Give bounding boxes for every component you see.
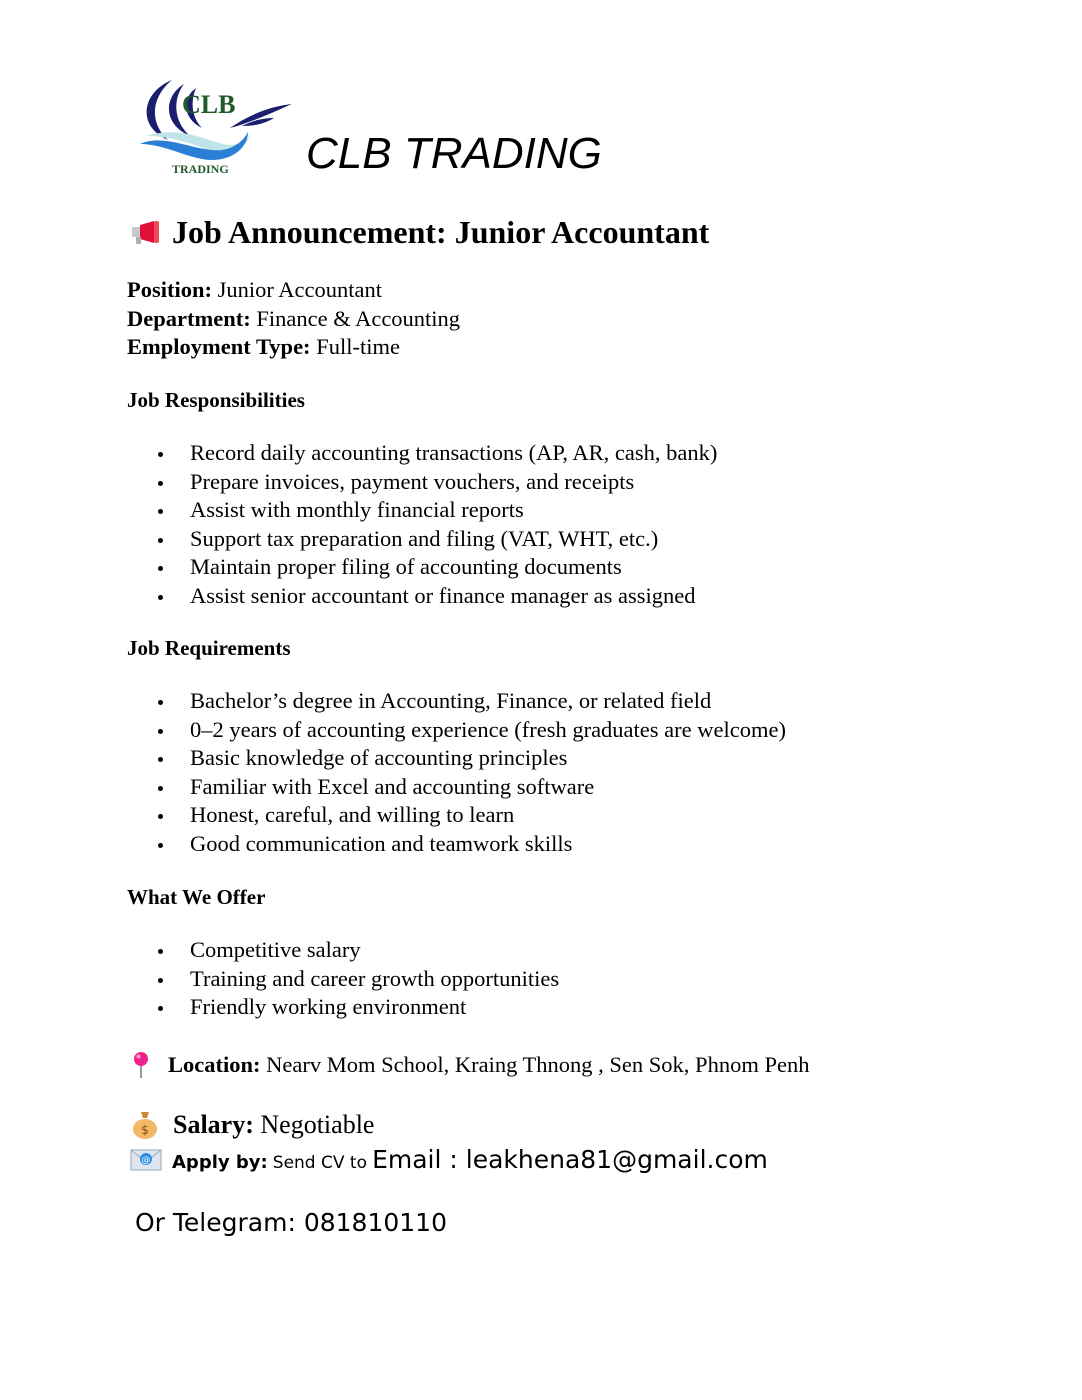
detail-label: Position: — [127, 277, 213, 302]
company-logo — [132, 78, 297, 178]
job-details — [127, 276, 460, 362]
detail-position — [127, 276, 460, 305]
offer-list — [150, 936, 559, 1022]
list-item: Friendly working environment — [150, 993, 559, 1022]
requirements-list — [150, 687, 786, 858]
list-item: Support tax preparation and filing (VAT, WHT, etc.) — [150, 525, 717, 554]
location-label: Location: — [168, 1052, 261, 1077]
list-item: 0–2 years of accounting experience (fresh graduates are welcome) — [150, 716, 786, 745]
telegram-contact: Or Telegram: 081810110 — [135, 1208, 447, 1237]
list-item: Prepare invoices, payment vouchers, and receipts — [150, 468, 717, 497]
list-item: Training and career growth opportunities — [150, 965, 559, 994]
list-item: Competitive salary — [150, 936, 559, 965]
salary-line — [130, 1108, 374, 1142]
svg-text:$: $ — [141, 1123, 149, 1137]
detail-value: Finance & Accounting — [256, 305, 461, 331]
list-item: Honest, careful, and willing to learn — [150, 801, 786, 830]
responsibilities-heading: Job Responsibilities — [127, 388, 305, 412]
list-item: Assist with monthly financial reports — [150, 496, 717, 525]
list-item: Assist senior accountant or finance manager as assigned — [150, 582, 717, 611]
announcement-title-text: Job Announcement: Junior Accountant — [172, 214, 710, 250]
list-item: Maintain proper filing of accounting documents — [150, 553, 717, 582]
location-line — [130, 1050, 809, 1080]
apply-email[interactable]: Email : leakhena81@gmail.com — [372, 1145, 768, 1174]
list-item: Bachelor’s degree in Accounting, Finance, or related field — [150, 687, 786, 716]
logo-graphic — [132, 78, 297, 178]
detail-value: Full-time — [316, 334, 400, 359]
detail-department — [127, 305, 460, 334]
announcement-title — [130, 210, 709, 254]
list-item: Good communication and teamwork skills — [150, 830, 786, 859]
apply-send-text: Send CV to — [272, 1153, 367, 1173]
megaphone-icon — [130, 219, 164, 245]
offer-heading: What We Offer — [127, 885, 266, 909]
detail-employment-type — [127, 333, 460, 362]
location-value: Nearv Mom School, Kraing Thnong , Sen Sok, Phnom Penh — [266, 1052, 810, 1077]
responsibilities-list — [150, 439, 717, 610]
salary-value: Negotiable — [260, 1110, 375, 1139]
logo-sub-text: TRADING — [172, 162, 229, 176]
logo-mark-text: CLB — [182, 90, 236, 119]
svg-text:@: @ — [141, 1155, 151, 1165]
list-item: Record daily accounting transactions (AP, AR, cash, bank) — [150, 439, 717, 468]
apply-line — [130, 1145, 768, 1174]
salary-label: Salary: — [173, 1110, 254, 1139]
list-item: Familiar with Excel and accounting software — [150, 773, 786, 802]
apply-label: Apply by: — [172, 1152, 268, 1173]
pin-icon — [130, 1051, 152, 1079]
list-item: Basic knowledge of accounting principles — [150, 744, 786, 773]
detail-value: Junior Accountant — [217, 277, 382, 302]
detail-label: Department: — [127, 305, 251, 331]
email-icon — [130, 1148, 162, 1172]
requirements-heading: Job Requirements — [127, 636, 291, 660]
money-bag-icon — [130, 1110, 160, 1140]
company-name: CLB TRADING — [306, 129, 602, 178]
detail-label: Employment Type: — [127, 334, 311, 359]
